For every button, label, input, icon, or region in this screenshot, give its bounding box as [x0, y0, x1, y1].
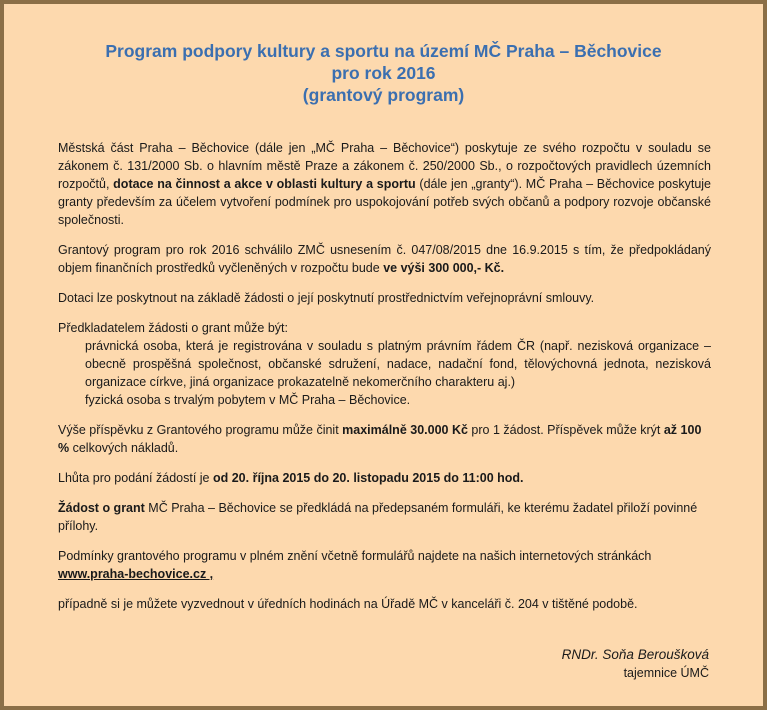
- paragraph-website: [58, 547, 711, 583]
- text: Lhůta pro podání žádostí je: [58, 471, 213, 485]
- applicant-item-legal: právnická osoba, která je registrována v souladu s platným právním řádem ČR (např. nezisková organizace – obecně prospěšná společnost, občanské sdružení, nadace, nadační fond, tělovýchovná jednota, nezisková organizace církve, jiná organizace prokazatelně nekomerčního charakteru aj.): [85, 339, 711, 389]
- bold-text: od 20. října 2015 do 20. listopadu 2015 do 11:00 hod.: [212, 471, 524, 485]
- paragraph-amount: [58, 421, 711, 457]
- paragraph-intro: [58, 139, 711, 229]
- text: (dále jen „granty“). MČ Praha – Běchovice poskytuje granty především za účelem vytvoření podmínek pro uspokojování potřeb svých občanů a podpory rozvoje občanské společnosti.: [58, 177, 711, 227]
- text: Podmínky grantového programu v plném znění včetně formulářů najdete na našich internetových stránkách: [58, 549, 652, 563]
- title-line-1: Program podpory kultury a sportu na území MČ Praha – Běchovice: [105, 41, 662, 61]
- signatory-role: tajemnice ÚMČ: [623, 666, 709, 680]
- paragraph-budget: [58, 241, 711, 277]
- text: Městská část Praha – Běchovice (dále jen „MČ Praha – Běchovice“) poskytuje ze svého rozpočtu v souladu se zákonem č. 131/2000 Sb. o hlavním městě Praze a zákonem č. 250/2000 Sb., o rozpočtových pravidlech územních rozpočtů,: [58, 141, 711, 191]
- bold-text: maximálně 30.000 Kč: [342, 423, 468, 437]
- bold-text: dotace na činnost a akce v oblasti kultury a sportu: [113, 177, 416, 191]
- text: MČ Praha – Běchovice se předkládá na předepsaném formuláři, ke kterému žadatel přiloží povinné přílohy.: [58, 501, 698, 533]
- website-link[interactable]: www.praha-bechovice.cz ,: [58, 567, 214, 581]
- bold-text: Žádost o grant: [58, 501, 145, 515]
- page-title: [4, 40, 763, 106]
- paragraph-contract: Dotaci lze poskytnout na základě žádosti o její poskytnutí prostřednictvím veřejnoprávní smlouvy.: [58, 291, 595, 305]
- paragraph-application: [58, 499, 711, 535]
- bold-text: ve výši 300 000,- Kč.: [383, 261, 505, 275]
- applicant-item-natural: fyzická osoba s trvalým pobytem v MČ Praha – Běchovice.: [85, 393, 411, 407]
- signature-block: [562, 646, 709, 682]
- text: pro 1 žádost. Příspěvek může krýt: [467, 423, 664, 437]
- text: Výše příspěvku z Grantového programu může činit: [58, 423, 343, 437]
- notice-body: [58, 139, 711, 613]
- bold-text: až 100 %: [58, 423, 702, 455]
- title-line-2: pro rok 2016: [331, 63, 436, 83]
- signatory-name: RNDr. Soňa Beroušková: [561, 647, 709, 662]
- paragraph-deadline: [58, 469, 711, 487]
- paragraph-applicants-intro: Předkladatelem žádosti o grant může být:: [58, 321, 288, 335]
- paragraph-pickup: případně si je můžete vyzvednout v úředních hodinách na Úřadě MČ v kanceláři č. 204 v tištěné podobě.: [58, 597, 638, 611]
- text: Grantový program pro rok 2016 schválilo ZMČ usnesením č. 047/08/2015 dne 16.9.2015 s tím, že předpokládaný objem finančních prostředků vyčleněných v rozpočtu bude: [58, 243, 711, 275]
- text: celkových nákladů.: [69, 441, 179, 455]
- title-line-3: (grantový program): [302, 85, 465, 105]
